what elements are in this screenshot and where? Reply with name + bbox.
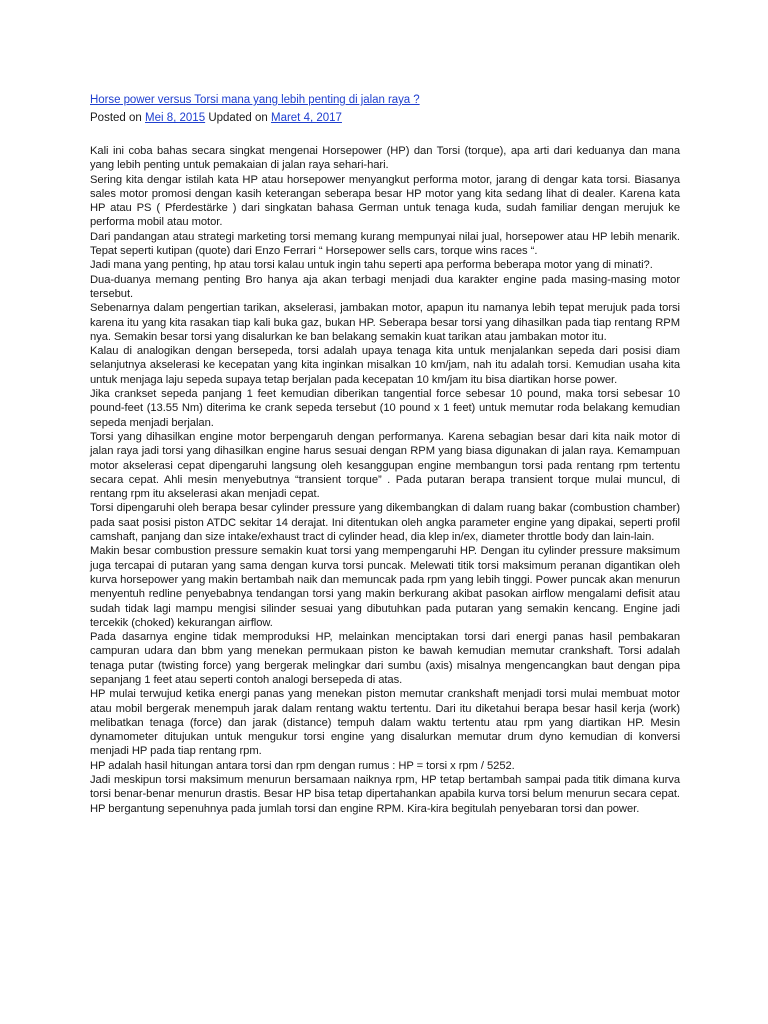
posted-date-link[interactable]: Mei 8, 2015 <box>145 112 206 124</box>
paragraph: Jadi mana yang penting, hp atau torsi kalau untuk ingin tahu seperti apa performa beberapa motor yang di minati?. <box>90 259 653 272</box>
updated-date-link[interactable]: Maret 4, 2017 <box>270 112 342 124</box>
paragraph: HP mulai terwujud ketika energi panas yang menekan piston memutar crankshaft menjadi torsi mulai membuat motor atau mobil bergerak menempuh jarak dalam rentang waktu tertentu. Dari itu diketahui berapa besar hasil kerja (work) melibatkan tenaga (force) dan jarak (distance) tempuh dalam waktu tertentu atau rpm yang diartikan HP. Mesin dynamometer ditujukan untuk mengukur torsi engine yang disalurkan memutar drum dyno kemudian di konversi menjadi HP pada tiap rentang rpm. <box>90 688 680 758</box>
paragraph: Kali ini coba bahas secara singkat mengenai Horsepower (HP) dan Torsi (torque), apa arti dari keduanya dan mana yang lebih penting untuk pemakaian di jalan raya sehari-hari. <box>90 145 680 172</box>
paragraph: Kalau di analogikan dengan bersepeda, torsi adalah upaya tenaga kita untuk menjalankan sepeda dari posisi diam selanjutnya akselerasi ke kecepatan yang kita inginkan misalkan 10 km/jam, nah itu adalah torsi. Kemudian usaha kita untuk menjaga laju sepeda supaya tetap berjalan pada kecepatan 10 km/jam itu bisa diartikan horse power. <box>90 345 680 386</box>
paragraph: Pada dasarnya engine tidak memproduksi HP, melainkan menciptakan torsi dari energi panas hasil pembakaran campuran udara dan bbm yang menekan permukaan piston ke bawah kemudian memutar crankshaft. Torsi adalah tenaga putar (twisting force) yang bergerak melingkar dari sumbu (axis) misalnya mengencangkan baut dengan pipa sepanjang 1 feet atau seperti contoh analogi bersepeda di atas. <box>90 631 680 686</box>
paragraph: Jika crankset sepeda panjang 1 feet kemudian diberikan tangential force sebesar 10 pound, maka torsi sebesar 10 pound-feet (13.55 Nm) diterima ke crank sepeda tersebut (10 pound x 1 feet) untuk memutar roda belakang kemudian sepeda menjadi berjalan. <box>90 388 680 429</box>
paragraph: Makin besar combustion pressure semakin kuat torsi yang mempengaruhi HP. Dengan itu cylinder pressure maksimum juga tercapai di putaran yang sama dengan kurva torsi puncak. Melewati titik torsi maksimum peranan digantikan oleh kurva horsepower yang makin bertambah naik dan memuncak pada rpm yang lebih tinggi. Power puncak akan menurun menyentuh redline penyebabnya tendangan torsi yang makin berkurang akibat pasokan airflow mengalami defisit atau sudah tidak lagi mampu mengisi silinder sesuai yang dibutuhkan pada putaran yang semakin kencang. Engine jadi tercekik (choked) kekurangan airflow. <box>90 545 680 629</box>
paragraph: Torsi dipengaruhi oleh berapa besar cylinder pressure yang dikembangkan di dalam ruang bakar (combustion chamber) pada saat posisi piston ATDC sekitar 14 derajat. Ini ditentukan oleh angka parameter engine yang dipakai, seperti profil camshaft, panjang dan size intake/exhaust tract di cylinder head, dia klep in/ex, diameter throttle body dan lain-lain. <box>90 502 680 544</box>
paragraph: Sebenarnya dalam pengertian tarikan, akselerasi, jambakan motor, apapun itu namanya lebih tepat merujuk pada torsi karena itu yang kita rasakan tiap kali buka gaz, bukan HP. Seberapa besar torsi yang dihasilkan pada tiap rentang RPM nya. Semakin besar torsi yang disalurkan ke ban belakang semakin kuat tarikan atau jambakan motor itu. <box>90 302 680 343</box>
paragraph: Jadi meskipun torsi maksimum menurun bersamaan naiknya rpm, HP tetap bertambah sampai pada titik dimana kurva torsi benar-benar menurun drastis. Besar HP bisa tetap dipertahankan apabila kurva torsi belum menurun secara cepat. HP bergantung sepenuhnya pada jumlah torsi dan engine RPM. Kira-kira begitulah penyebaran torsi dan power. <box>90 774 680 815</box>
paragraph: HP adalah hasil hitungan antara torsi dan rpm dengan rumus : HP = torsi x rpm / 5252. <box>90 759 515 772</box>
paragraph: Torsi yang dihasilkan engine motor berpengaruh dengan performanya. Karena sebagian besar dari kita naik motor di jalan raya jadi torsi yang dihasilkan engine harus sesuai dengan RPM yang biasa digunakan di jalan raya. Kemampuan motor akselerasi cepat dipengaruhi langsung oleh kesanggupan engine membangun torsi pada rentang rpm tertentu secara cepat. Ahli mesin menyebutnya “transient torque” . Pada putaran berapa transient torque mulai muncul, di rentang rpm itu akselerasi akan menjadi cepat. <box>90 430 680 501</box>
article <box>90 92 680 816</box>
posted-prefix: Posted on <box>90 112 142 124</box>
updated-prefix: Updated on <box>208 112 268 124</box>
paragraph: Sering kita dengar istilah kata HP atau horsepower menyangkut performa motor, jarang di dengar kata torsi. Biasanya sales motor promosi dengan kasih keterangan seberapa besar HP motor yang kita sedang lihat di dealer. Karena kata HP atau PS ( Pferdestärke ) dari singkatan bahasa German untuk tenaga kuda, sudah familiar dengan merujuk ke performa mobil atau motor. <box>90 173 680 229</box>
article-title-link[interactable]: Horse power versus Torsi mana yang lebih penting di jalan raya ? <box>90 94 420 106</box>
post-meta <box>90 110 680 127</box>
paragraph: Dua-duanya memang penting Bro hanya aja akan terbagi menjadi dua karakter engine pada masing-masing motor tersebut. <box>90 273 680 300</box>
article-body <box>90 144 680 816</box>
paragraph: Dari pandangan atau strategi marketing torsi memang kurang mempunyai nilai jual, horsepower atau HP lebih menarik. Tepat seperti kutipan (quote) dari Enzo Ferrari “ Horsepower sells cars, torque wins races “. <box>90 230 680 258</box>
